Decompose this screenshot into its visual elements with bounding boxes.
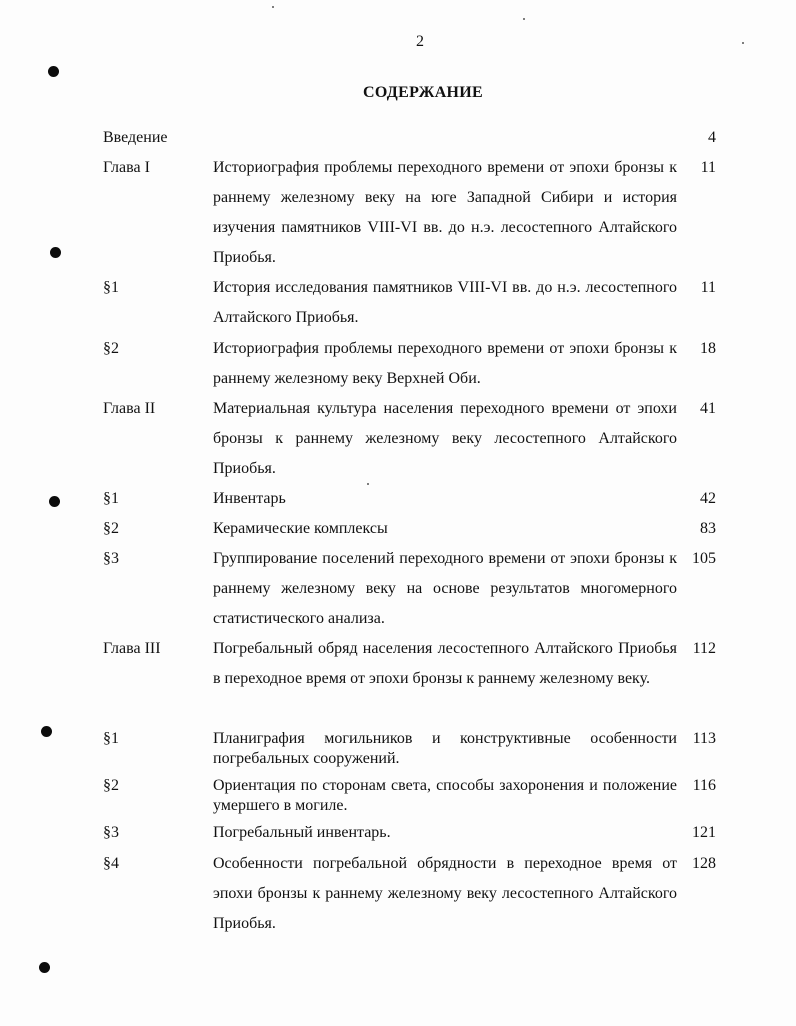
toc-label: §2 (103, 340, 119, 357)
toc-page-number: 4 (708, 129, 716, 146)
toc-title: История исследования памятников VIII-VI вв. до н.э. лесостепного Алтайского Приобья. (213, 279, 677, 326)
page-number: 2 (416, 33, 424, 50)
toc-title: Ориентация по сторонам света, способы захоронения и положение умершего в могиле. (213, 777, 677, 814)
toc-label: §2 (103, 520, 119, 537)
toc-page-number: 11 (700, 159, 716, 176)
toc-page-number: 105 (692, 550, 716, 567)
toc-page-number: 116 (692, 777, 716, 794)
toc-label: Глава II (103, 400, 156, 417)
binder-hole-mark (48, 66, 59, 77)
binder-hole-mark (50, 247, 61, 258)
toc-title: Особенности погребальной обрядности в переходное время от эпохи бронзы к раннему железному веку лесостепного Алтайского Приобья. (213, 855, 677, 932)
page-title: СОДЕРЖАНИЕ (362, 84, 484, 101)
toc-title: Инвентарь (213, 490, 286, 507)
scan-speck (742, 42, 744, 44)
toc-label: §3 (103, 550, 119, 567)
toc-label: §2 (103, 777, 119, 794)
toc-title: Погребальный инвентарь. (213, 824, 391, 841)
toc-page-number: 41 (700, 400, 716, 417)
toc-page-number: 121 (692, 824, 716, 841)
toc-page-number: 11 (700, 279, 716, 296)
toc-page-number: 83 (700, 520, 716, 537)
toc-label: Введение (103, 129, 168, 146)
toc-label: Глава III (103, 640, 161, 657)
toc-page-number: 113 (692, 730, 716, 747)
toc-title: Погребальный обряд населения лесостепного Алтайского Приобья в переходное время от эпохи бронзы к раннему железному веку. (213, 640, 677, 687)
toc-page-number: 128 (692, 855, 716, 872)
toc-title: Группирование поселений переходного времени от эпохи бронзы к раннему железному веку на основе результатов многомерного статистического анализа. (213, 550, 677, 627)
toc-title: Планиграфия могильников и конструктивные особенности погребальных сооружений. (213, 730, 677, 767)
scan-speck (272, 6, 274, 8)
toc-label: §1 (103, 730, 119, 747)
binder-hole-mark (41, 726, 52, 737)
toc-title: Керамические комплексы (213, 520, 388, 537)
toc-title: Историография проблемы переходного времени от эпохи бронзы к раннему железному веку Верхней Оби. (213, 340, 677, 387)
toc-label: §4 (103, 855, 119, 872)
binder-hole-mark (39, 962, 50, 973)
toc-page-number: 42 (700, 490, 716, 507)
toc-label: §3 (103, 824, 119, 841)
toc-title: Историография проблемы переходного времени от эпохи бронзы к раннему железному веку на юге Западной Сибири и история изучения памятников VIII-VI вв. до н.э. лесостепного Алтайского Приобья. (213, 159, 677, 266)
binder-hole-mark (49, 496, 60, 507)
toc-title: Материальная культура населения переходного времени от эпохи бронзы к раннему железному веку лесостепного Алтайского Приобья. (213, 400, 677, 477)
toc-label: §1 (103, 279, 119, 296)
toc-label: Глава I (103, 159, 150, 176)
scan-speck (523, 18, 525, 20)
toc-page-number: 18 (700, 340, 716, 357)
toc-label: §1 (103, 490, 119, 507)
toc-page-number: 112 (692, 640, 716, 657)
